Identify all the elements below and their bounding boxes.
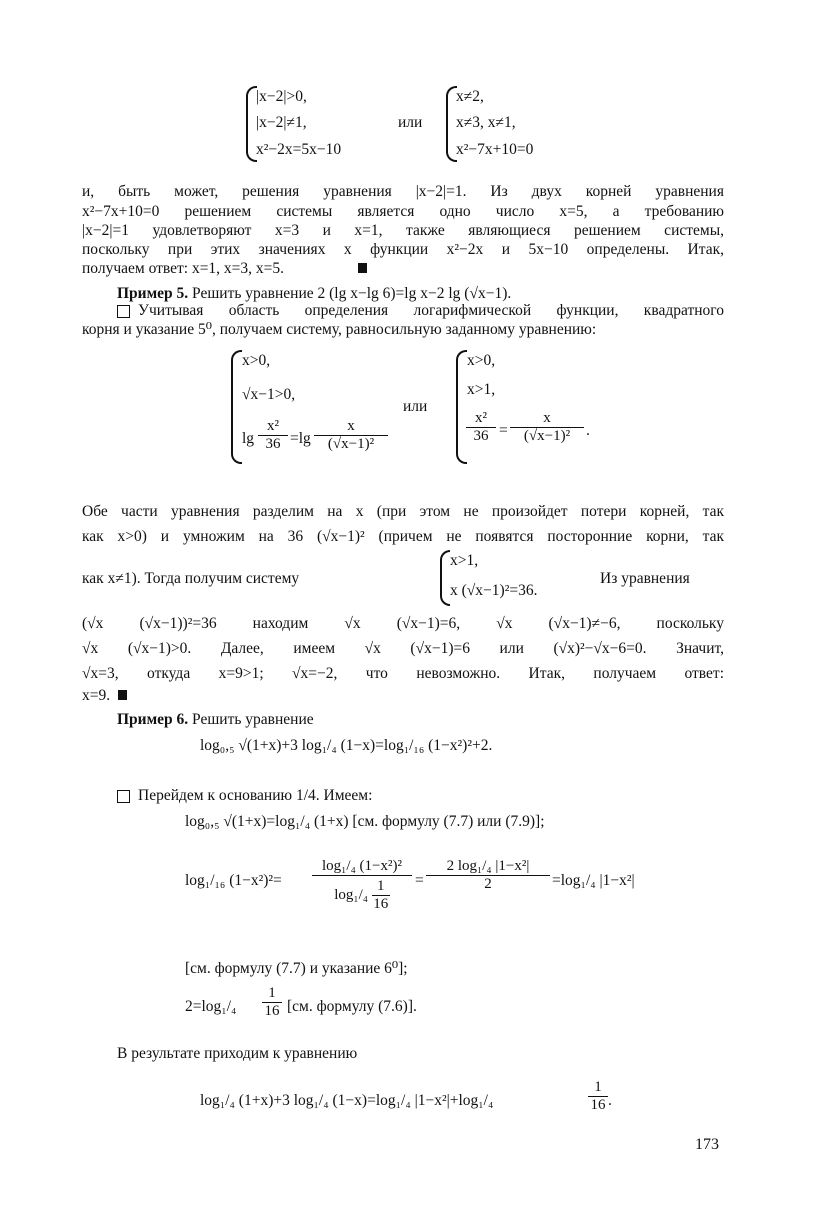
end-of-proof-mark <box>118 690 127 700</box>
paragraph-line: и, быть может, решения уравнения |x−2|=1. Из двух корней уравнения <box>82 183 724 200</box>
fraction-numerator: x² <box>475 410 487 426</box>
fraction-numerator: 1 <box>268 985 276 1001</box>
fraction <box>510 410 584 445</box>
system-line: x≠2, <box>456 88 484 105</box>
system-line: x>1, <box>450 552 479 569</box>
example-heading <box>117 711 314 729</box>
example-heading <box>117 285 511 303</box>
fraction-denominator <box>312 875 412 913</box>
page-number: 173 <box>695 1136 719 1153</box>
paragraph-line: как x>0) и умножим на 36 (√x−1)² (причем не появятся посторонние корни, так <box>82 528 724 545</box>
paragraph-line: [см. формулу (7.7) и указание 6⁰]; <box>185 960 408 977</box>
fraction-numerator: 1 <box>594 1079 602 1095</box>
system-line: √x−1>0, <box>242 386 296 403</box>
equation: log₀,₅ √(1+x)=log₁/₄ (1+x) [см. формулу (7.7) или (7.9)]; <box>185 813 545 830</box>
paragraph-line: Обе части уравнения разделим на x (при этом не произойдет потери корней, так <box>82 503 724 520</box>
fraction <box>466 410 496 445</box>
fraction <box>588 1079 608 1114</box>
equation: . <box>608 1092 612 1109</box>
fraction-numerator: x² <box>267 418 279 434</box>
example-label: Пример 6. <box>117 711 189 728</box>
system-line: |x−2|>0, <box>256 88 307 105</box>
system-brace <box>456 350 467 464</box>
fraction <box>262 985 282 1020</box>
system-line: . <box>586 422 590 439</box>
example-text: Решить уравнение 2 (lg x−lg 6)=lg x−2 lg (√x−1). <box>192 285 512 302</box>
paragraph-line: Перейдем к основанию 1/4. Имеем: <box>138 787 373 804</box>
paragraph-line: (√x (√x−1))²=36 находим √x (√x−1)=6, √x (√x−1)≠−6, поскольку <box>82 615 724 632</box>
fraction-denominator: 36 <box>258 435 288 453</box>
equation: log₁/₁₆ (1−x²)²= <box>185 872 282 889</box>
small-fraction <box>372 878 390 913</box>
system-line: x>0, <box>242 352 271 369</box>
fraction-denominator: 16 <box>588 1096 608 1114</box>
system-line: = <box>499 422 508 439</box>
system-line: x>0, <box>467 352 496 369</box>
system-line: x²−7x+10=0 <box>456 141 534 158</box>
equation: = <box>415 872 424 889</box>
solution-start-mark <box>117 305 130 318</box>
system-line: x (√x−1)²=36. <box>450 582 538 599</box>
equation: log₀,₅ √(1+x)+3 log₁/₄ (1−x)=log₁/₁₆ (1−x²)²+2. <box>200 737 493 754</box>
example-text: Решить уравнение <box>192 711 314 728</box>
fraction-denominator: (√x−1)² <box>314 435 388 453</box>
end-of-proof-mark <box>358 263 367 273</box>
fraction-numerator: log₁/₄ (1−x²)² <box>322 858 402 874</box>
fraction-denominator: (√x−1)² <box>510 427 584 445</box>
fraction <box>426 858 550 893</box>
paragraph-line: получаем ответ: x=1, x=3, x=5. <box>82 260 285 277</box>
paragraph-line: В результате приходим к уравнению <box>117 1045 358 1062</box>
system-line: =lg <box>290 430 311 447</box>
system-brace <box>440 550 450 606</box>
equation: [см. формулу (7.6)]. <box>287 998 417 1015</box>
paragraph-line: |x−2|=1 удовлетворяют x=3 и x=1, также являющиеся решением системы, <box>82 222 724 239</box>
fraction-numerator: x <box>347 418 355 434</box>
fraction-numerator: x <box>543 410 551 426</box>
equation: =log₁/₄ |1−x²| <box>552 872 635 889</box>
equation: log₁/₄ (1+x)+3 log₁/₄ (1−x)=log₁/₄ |1−x²|+log₁/₄ <box>200 1092 494 1109</box>
system-line: x≠3, x≠1, <box>456 114 516 131</box>
fraction-denominator: 2 <box>426 875 550 893</box>
system-line: |x−2|≠1, <box>256 114 307 131</box>
system-brace <box>231 350 242 464</box>
fraction-numerator: 2 log₁/₄ |1−x²| <box>446 858 530 874</box>
fraction <box>314 418 388 453</box>
solution-start-mark <box>117 790 130 803</box>
fraction <box>258 418 288 453</box>
equation: 2=log₁/₄ <box>185 998 237 1015</box>
paragraph-line: x=9. <box>82 687 111 704</box>
paragraph-line: корня и указание 5⁰, получаем систему, равносильную заданному уравнению: <box>82 321 597 338</box>
paragraph-line: Учитывая область определения логарифмической функции, квадратного <box>138 302 724 319</box>
paragraph-line: √x=3, откуда x=9>1; √x=−2, что невозможно. Итак, получаем ответ: <box>82 665 724 682</box>
fraction-numerator: 1 <box>377 878 385 894</box>
example-label: Пример 5. <box>117 285 189 302</box>
fraction-denominator: 16 <box>262 1002 282 1020</box>
paragraph-line: как x≠1). Тогда получим систему <box>82 570 300 587</box>
paragraph-line: √x (√x−1)>0. Далее, имеем √x (√x−1)=6 или (√x)²−√x−6=0. Значит, <box>82 640 724 657</box>
paragraph-line: поскольку при этих значениях x функции x²−2x и 5x−10 определены. Итак, <box>82 241 724 258</box>
system-line: x²−2x=5x−10 <box>256 141 342 158</box>
paragraph-line: x²−7x+10=0 решением системы является одно число x=5, а требованию <box>82 203 724 220</box>
paragraph-line: Из уравнения <box>600 570 690 587</box>
or-word: или <box>403 398 428 415</box>
system-line: lg <box>242 430 255 447</box>
fraction-denominator: 36 <box>466 427 496 445</box>
log-base: log₁/₄ <box>334 887 369 903</box>
system-line: x>1, <box>467 381 496 398</box>
or-word: или <box>398 114 423 131</box>
fraction-denominator: 16 <box>373 896 389 912</box>
fraction <box>312 858 412 913</box>
